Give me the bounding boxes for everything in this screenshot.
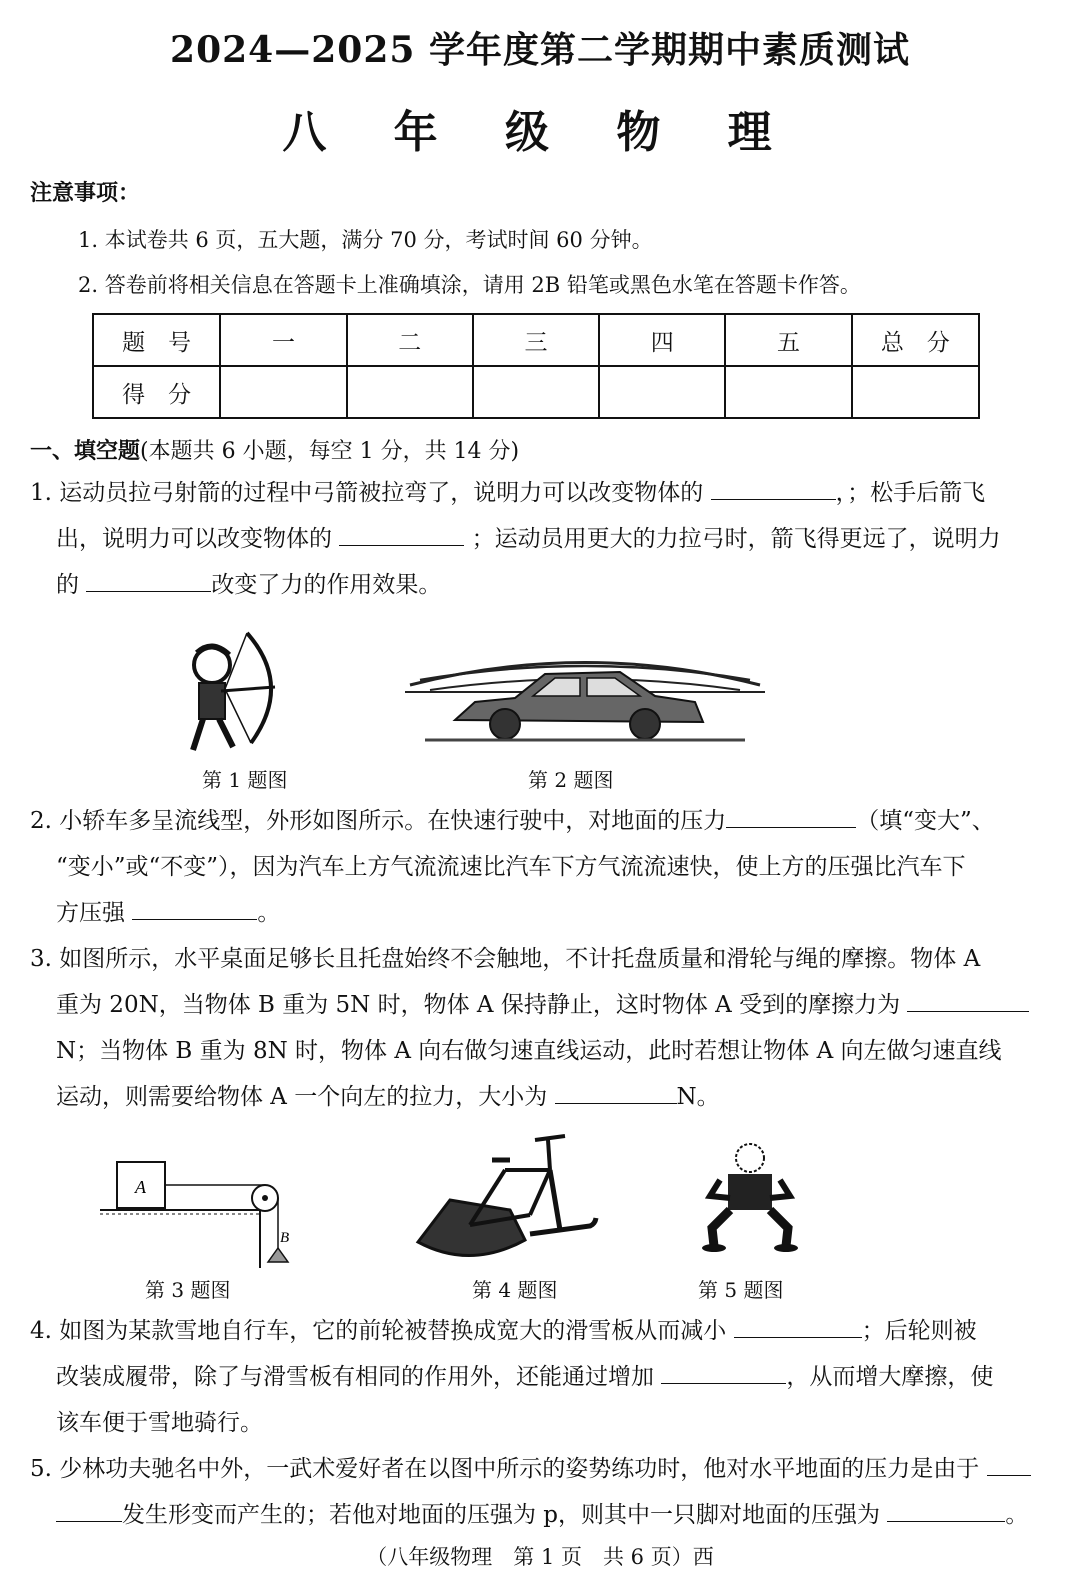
answer-blank <box>726 826 856 828</box>
figure-caption: 第 1 题图 <box>202 768 288 792</box>
exam-subject: 八 年 级 物 理 <box>282 107 798 158</box>
q1-text: ；运动员用更大的力拉弓时，箭飞得更远了，说明力 <box>471 526 1001 552</box>
score-value-row <box>93 366 979 418</box>
answer-blank <box>339 544 464 546</box>
q4-text: 改装成履带，除了与滑雪板有相同的作用外，还能通过增加 <box>56 1364 654 1390</box>
score-cell: 四 <box>599 314 725 366</box>
section-title: 一、填空题 <box>30 438 141 464</box>
figure-caption: 第 4 题图 <box>472 1278 558 1302</box>
score-header-row <box>93 314 979 366</box>
score-cell: 得 分 <box>93 366 220 418</box>
q1-text: 的 <box>56 572 79 598</box>
figure-caption: 第 2 题图 <box>528 768 614 792</box>
q3-text: N；当物体 B 重为 8N 时，物体 A 向右做匀速直线运动，此时若想让物体 A 向左做匀速直线 <box>56 1038 1002 1064</box>
question-4 <box>30 1308 1050 1446</box>
score-empty-cell <box>725 366 851 418</box>
answer-blank <box>661 1382 786 1384</box>
q2-text: 方压强 <box>56 900 125 926</box>
notice-item: 2. 答卷前将相关信息在答题卡上准确填涂，请用 2B 铅笔或黑色水笔在答题卡作答。 <box>78 273 861 297</box>
score-cell: 五 <box>725 314 851 366</box>
answer-blank <box>987 1474 1031 1476</box>
q1-text: 1. 运动员拉弓射箭的过程中弓箭被拉弯了，说明力可以改变物体的 <box>30 480 704 506</box>
question-5 <box>30 1446 1050 1538</box>
score-empty-cell <box>852 366 979 418</box>
score-cell: 题 号 <box>93 314 220 366</box>
answer-blank <box>132 918 257 920</box>
question-1 <box>30 470 1050 608</box>
pulley-figure <box>100 1160 310 1270</box>
q1-text: 改变了力的作用效果。 <box>211 572 442 598</box>
section-note: (本题共 6 小题，每空 1 分，共 14 分) <box>140 439 520 464</box>
score-cell: 一 <box>220 314 346 366</box>
q4-text: 该车便于雪地骑行。 <box>56 1410 263 1436</box>
block-a-label: A <box>135 1177 146 1197</box>
notice-item: 1. 本试卷共 6 页，五大题，满分 70 分，考试时间 60 分钟。 <box>78 228 653 252</box>
figure-caption: 第 3 题图 <box>145 1278 231 1302</box>
answer-blank <box>734 1336 862 1338</box>
score-empty-cell <box>347 366 473 418</box>
answer-blank <box>887 1520 1005 1522</box>
q5-text: 。 <box>1005 1502 1029 1528</box>
q2-text: 2. 小轿车多呈流线型，外形如图所示。在快速行驶中，对地面的压力 <box>30 808 727 834</box>
answer-blank <box>56 1520 122 1522</box>
car-figure <box>405 640 765 750</box>
q5-text: 发生形变而产生的；若他对地面的压强为 p，则其中一只脚对地面的压强为 <box>122 1502 881 1528</box>
answer-blank <box>711 498 836 500</box>
snow-bike-figure <box>410 1130 600 1270</box>
q4-text: 4. 如图为某款雪地自行车，它的前轮被替换成宽大的滑雪板从而减小 <box>30 1318 727 1344</box>
q2-text: （填“变大”、 <box>856 808 995 834</box>
block-b-label: B <box>280 1230 290 1246</box>
q3-text: N。 <box>676 1084 720 1110</box>
score-table <box>92 313 980 419</box>
score-empty-cell <box>473 366 599 418</box>
q3-text: 3. 如图所示，水平桌面足够长且托盘始终不会触地，不计托盘质量和滑轮与绳的摩擦。物体 A <box>30 946 981 972</box>
score-empty-cell <box>220 366 346 418</box>
q2-text: 。 <box>257 900 281 926</box>
archer-figure <box>175 625 295 760</box>
q3-text: 运动，则需要给物体 A 一个向左的拉力，大小为 <box>56 1084 548 1110</box>
q1-text: 出，说明力可以改变物体的 <box>56 526 332 552</box>
q5-text: 5. 少林功夫驰名中外，一武术爱好者在以图中所示的姿势练功时，他对水平地面的压力是由于 <box>30 1456 980 1482</box>
section-heading <box>30 434 519 465</box>
exam-title: 2024—2025 学年度第二学期期中素质测试 <box>170 29 910 71</box>
question-3 <box>30 936 1050 1120</box>
q3-text: 重为 20N，当物体 B 重为 5N 时，物体 A 保持静止，这时物体 A 受到的摩擦力为 <box>56 992 901 1018</box>
notice-heading: 注意事项： <box>30 180 141 206</box>
q2-text: “变小”或“不变”），因为汽车上方气流流速比汽车下方气流流速快，使上方的压强比汽车下 <box>56 854 966 880</box>
q1-text: ，；松手后箭飞 <box>835 480 986 506</box>
q4-text: ；后轮则被 <box>861 1318 977 1344</box>
score-cell: 总 分 <box>852 314 979 366</box>
score-empty-cell <box>599 366 725 418</box>
figure-caption: 第 5 题图 <box>698 1278 784 1302</box>
score-cell: 二 <box>347 314 473 366</box>
answer-blank <box>907 1010 1029 1012</box>
question-2 <box>30 798 1050 936</box>
martial-artist-figure <box>700 1140 800 1260</box>
page-footer: （八年级物理 第 1 页 共 6 页）西 <box>366 1545 714 1569</box>
answer-blank <box>555 1102 677 1104</box>
score-cell: 三 <box>473 314 599 366</box>
answer-blank <box>86 590 211 592</box>
q4-text: ，从而增大摩擦，使 <box>786 1364 994 1390</box>
